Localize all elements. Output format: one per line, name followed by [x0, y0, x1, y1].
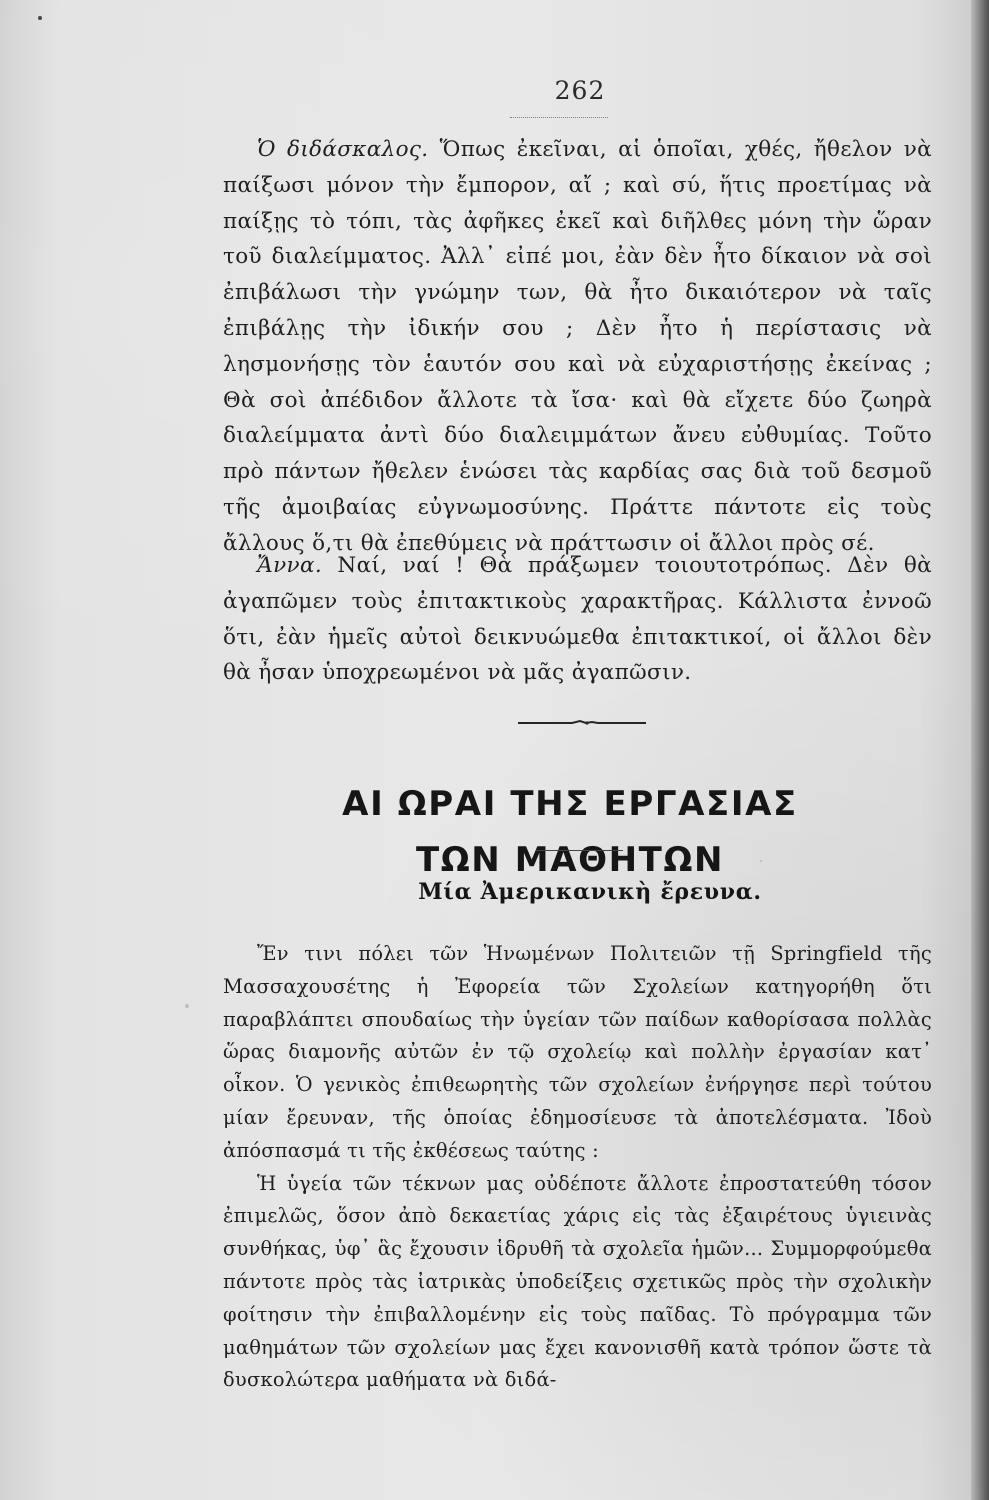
anna-line: Ναί, ναί ! Θὰ πράξωμεν τοιουτοτρόπως. Δὲν θὰ ἀγαπῶμεν τοὺς ἐπιτακτικοὺς χαρακτῆρας. Κάλλιστα ἐννοῶ ὅτι, ἐὰν ἡμεῖς αὐτοὶ δεικνυώμεθα ἐπιτακτικοί, οἱ ἄλλοι δὲν θὰ ἦσαν ὑποχρεωμένοι νὰ μᾶς ἀγαπῶσιν. — [223, 553, 932, 686]
page-number: 262 — [554, 76, 606, 105]
speaker-anna: Ἄννα. — [257, 553, 323, 578]
binding-shadow — [971, 0, 989, 1500]
section-ornament — [518, 718, 646, 728]
article-subtitle: Μία Ἀμερικανικὴ ἔρευνα. — [418, 879, 762, 905]
title-rule — [536, 850, 623, 851]
speaker-teacher: Ὁ διδάσκαλος. — [257, 137, 429, 162]
scan-speck — [760, 860, 762, 862]
teacher-line: Ὅπως ἐκεῖναι, αἱ ὁποῖαι, χθές, ἤθελον νὰ παίξωσι μόνον τὴν ἔμπορον, αἴ ; καὶ σύ, ἥτις προετίμας νὰ παίξῃς τὸ τόπι, τὰς ἀφῆκες ἐκεῖ καὶ διῆλθες μόνη τὴν ὥραν τοῦ διαλείμματος. Ἀλλ᾽ εἰπέ μοι, ἐὰν δὲν ἦτο δίκαιον νὰ σοὶ ἐπιβάλωσι τὴν γνώμην των, θὰ ἦτο δικαιότερον νὰ ταῖς ἐπιβάλῃς τὴν ἰδικήν σου ; Δὲν ἦτο ἡ περίστασις νὰ λησμονήσῃς τὸν ἑαυτόν σου καὶ νὰ εὐχαριστήσῃς ἐκείνας ; Θὰ σοὶ ἀπέδιδον ἄλλοτε τὰ ἴσα· καὶ θὰ εἴχετε δύο ζωηρὰ διαλείμματα ἀντὶ δύο διαλειμμάτων ἄνευ εὐθυμίας. Τοῦτο πρὸ πάντων ἤθελεν ἑνώσει τὰς καρδίας σας διὰ τοῦ δεσμοῦ τῆς ἀμοιβαίας εὐγνωμοσύνης. Πράττε πάντοτε εἰς τοὺς ἄλλους ὅ,τι θὰ ἐπεθύμεις νὰ πράττωσιν οἱ ἄλλοι πρὸς σέ. — [223, 137, 932, 556]
article-body — [223, 938, 932, 1397]
article-title: ΑΙ ΩΡΑΙ ΤΗΣ ΕΡΓΑΣΙΑΣ ΤΩΝ ΜΑΘΗΤΩΝ — [342, 784, 798, 880]
article-paragraph-2: Ἡ ὑγεία τῶν τέκνων μας οὐδέποτε ἄλλοτε ἐπροστατεύθη τόσον ἐπιμελῶς, ὅσον ἀπὸ δεκαετίας χάρις εἰς τὰς ἐξαιρέτους ὑγιεινὰς συνθήκας, ὑφ᾽ ἃς ἔχουσιν ἱδρυθῆ τὰ σχολεῖα ἡμῶν... Συμμορφούμεθα πάντοτε πρὸς τὰς ἰατρικὰς ὑποδείξεις σχετικῶς πρὸς τὴν σχολικὴν φοίτησιν τὴν ἐπιβαλλομένην εἰς τοὺς παῖδας. Τὸ πρόγραμμα τῶν μαθημάτων τῶν σχολείων μας ἔχει κανονισθῆ κατὰ τρόπον ὥστε τὰ δυσκολώτερα μαθήματα νὰ διδά- — [223, 1171, 932, 1392]
dialogue-teacher-paragraph — [223, 132, 932, 562]
dialogue-teacher — [223, 132, 932, 562]
page-number-rule — [510, 117, 608, 118]
scan-speck — [185, 1004, 189, 1008]
dialogue-anna-paragraph — [223, 548, 932, 691]
article-paragraph-1: Ἔν τινι πόλει τῶν Ἡνωμένων Πολιτειῶν τῇ Springfield τῆς Μασσαχουσέτης ἡ Ἐφορεία τῶν Σχολείων κατηγορήθη ὅτι παραβλάπτει σπουδαίως τὴν ὑγείαν τῶν παίδων καθορίσασα πολλὰς ὥρας διαμονῆς αὐτῶν ἐν τῷ σχολείῳ καὶ πολλὴν ἐργασίαν κατ᾽ οἶκον. Ὁ γενικὸς ἐπιθεωρητὴς τῶν σχολείων ἐνήργησε περὶ τούτου μίαν ἔρευναν, τῆς ὁποίας ἐδημοσίευσε τὰ ἀποτελέσματα. Ἰδοὺ ἀπόσπασμά τι τῆς ἐκθέσεως ταύτης : — [223, 942, 932, 1162]
scan-speck — [640, 470, 643, 473]
dialogue-anna — [223, 548, 932, 691]
scan-speck — [38, 16, 42, 20]
